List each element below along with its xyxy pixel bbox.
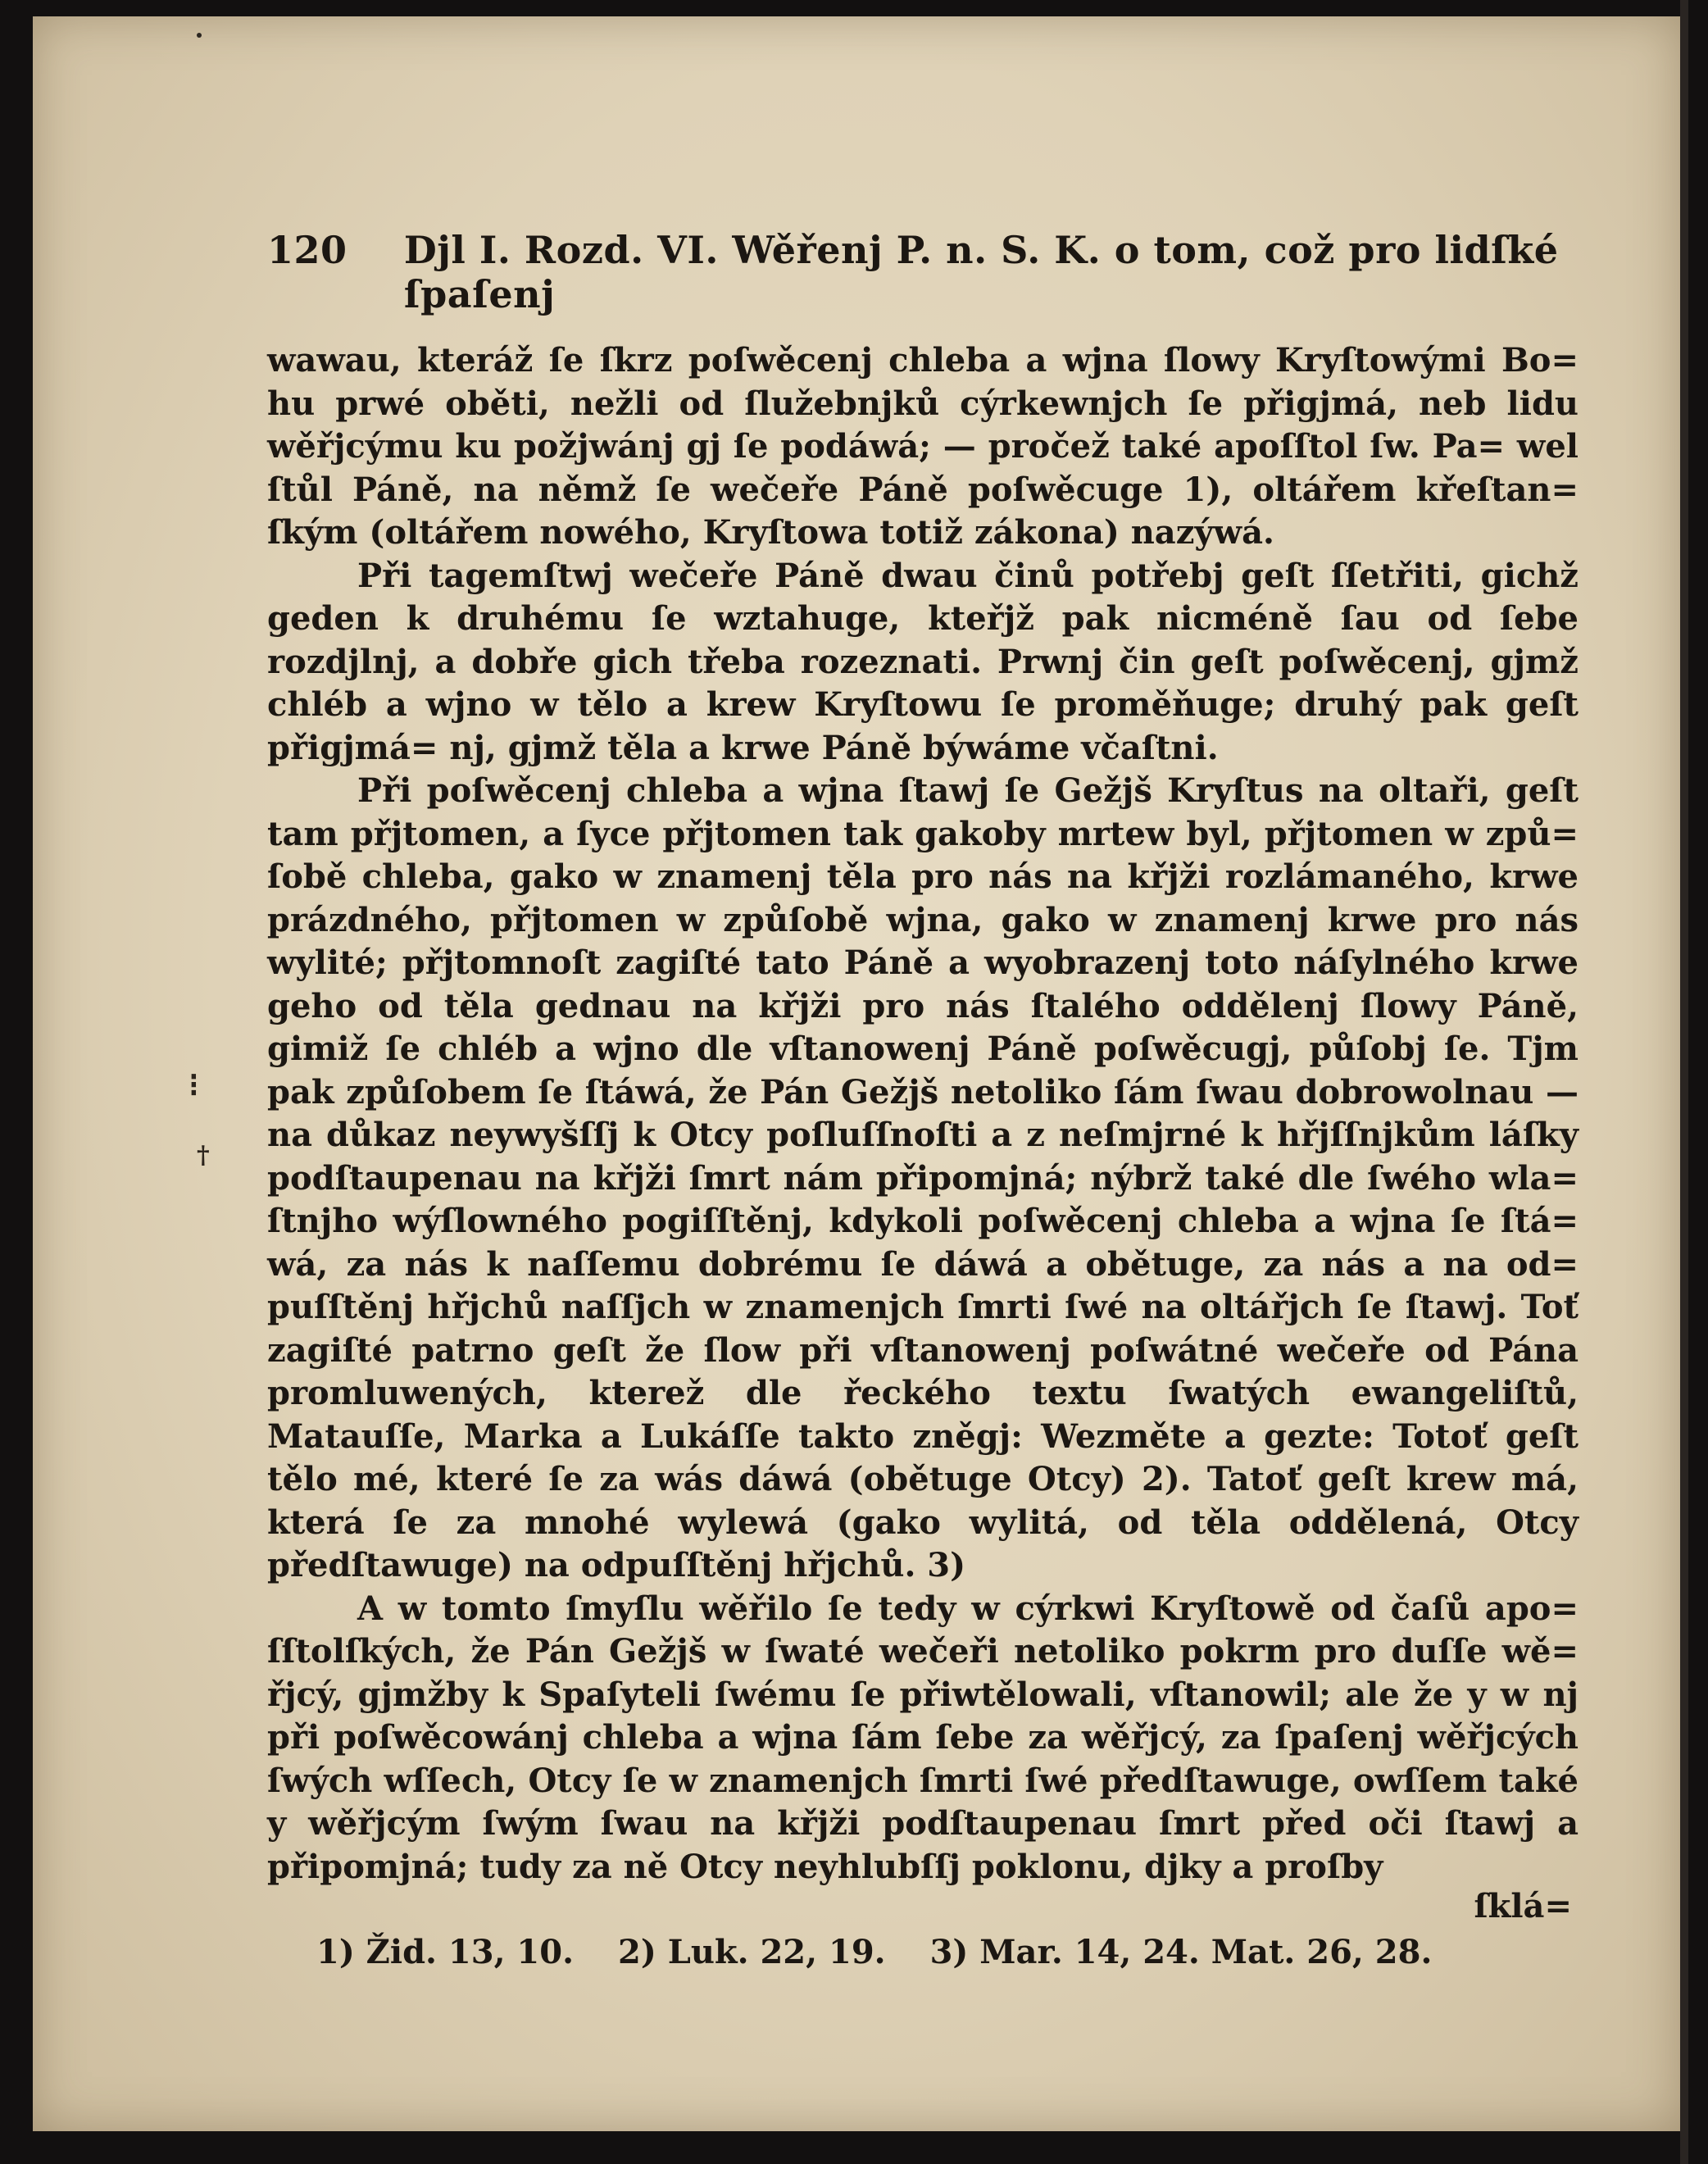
running-head bbox=[267, 228, 1579, 316]
page-number: 120 bbox=[267, 228, 348, 272]
margin-mark: † bbox=[197, 1141, 210, 1170]
footnote: 1) Žid. 13, 10. bbox=[316, 1933, 575, 1971]
footnote: 2) Luk. 22, 19. bbox=[618, 1933, 886, 1971]
page-edge bbox=[1680, 0, 1688, 2164]
paragraph: A w tomto ſmyſlu wěřilo ſe tedy w cýrkwi Kryſtowě od čaſů apo= ſſtolſkých, že Pán Gežjš w ſwaté wečeři netoliko pokrm pro duſſe wě= řjcý, gjmžby k Spaſyteli ſwému ſe přiwtělowali, vſtanowil; ale že y w nj při poſwěcowánj chleba a wjna ſám ſebe za wěřjcý, za ſpaſenj wěřjcých ſwých wſſech, Otcy ſe w znamenjch ſmrti ſwé předſtawuge, owſſem také y wěřjcým ſwým ſwau na křjži podſtaupenau ſmrt před oči ſtawj a připomjná; tudy za ně Otcy neyhlubſſj poklonu, djky a proſby bbox=[267, 1589, 1579, 1886]
margin-mark: ⁝ bbox=[189, 1066, 199, 1104]
footnotes bbox=[267, 1933, 1579, 1971]
paragraph: Při tagemſtwj wečeře Páně dwau činů potřebj geſt ſſetřiti, gichž geden k druhému ſe wztahuge, kteřjž pak nicméně ſau od ſebe rozdjlnj, a dobře gich třeba rozeznati. Prwnj čin geſt poſwěcenj, gjmž chléb a wjno w tělo a krew Kryſtowu ſe proměňuge; druhý pak geſt přigjmá= nj, gjmž těla a krwe Páně býwáme včaſtni. bbox=[267, 556, 1579, 767]
catch-word: ſklá= bbox=[1474, 1887, 1572, 1925]
paragraph: wawau, kteráž ſe ſkrz poſwěcenj chleba a wjna ſlowy Kryſtowými Bo= hu prwé oběti, nežli od ſlužebnjků cýrkewnjch ſe přigjmá, neb lidu wěřjcýmu ku požjwánj gj ſe podáwá; — pročež také apoſſtol ſw. Pa= wel ſtůl Páně, na němž ſe wečeře Páně poſwěcuge 1), oltářem křeſtan= ſkým (oltářem nowého, Kryſtowa totiž zákona) nazýwá. bbox=[267, 341, 1579, 552]
page-text bbox=[267, 228, 1579, 1971]
running-title: Djl I. Rozd. VI. Wěřenj P. n. S. K. o tom, což pro lidſké ſpaſenj bbox=[403, 228, 1559, 316]
speck bbox=[197, 33, 202, 38]
body-text bbox=[267, 339, 1579, 1889]
footnote: 3) Mar. 14, 24. Mat. 26, 28. bbox=[929, 1933, 1433, 1971]
paragraph: Při poſwěcenj chleba a wjna ſtawj ſe Gežjš Kryſtus na oltaři, geſt tam přjtomen, a ſyce přjtomen tak gakoby mrtew byl, přjtomen w způ= ſobě chleba, gako w znamenj těla pro nás na křjži rozlámaného, krwe prázdného, přjtomen w způſobě wjna, gako w znamenj krwe pro nás wylité; přjtomnoſt zagiſté tato Páně a wyobrazenj toto náſylného krwe geho od těla gednau na křjži pro nás ſtalého oddělenj ſlowy Páně, gimiž ſe chléb a wjno dle vſtanowenj Páně poſwěcugj, půſobj ſe. Tjm pak způſobem ſe ſtáwá, že Pán Gežjš netoliko ſám ſwau dobrowolnau — na důkaz neywyšſſj k Otcy poſluſſnoſti a z neſmjrné k hřjſſnjkům láſky podſtaupenau na křjži ſmrt nám připomjná; nýbrž také dle ſwého wla= ſtnjho wýſlowného pogiſſtěnj, kdykoli poſwěcenj chleba a wjna ſe ſtá= wá, za nás k naſſemu dobrému ſe dáwá a obětuge, za nás a na od= puſſtěnj hřjchů naſſjch w znamenjch ſmrti ſwé na oltářjch ſe ſtawj. Toť zagiſté patrno geſt že ſlow při vſtanowenj poſwátné wečeře od Pána promluwených, kterež dle řeckého textu ſwatých ewangeliſtů, Matauſſe, Marka a Lukáſſe takto zněgj: Wezměte a gezte: Totoť geſt tělo mé, které ſe za wás dáwá (obětuge Otcy) 2). Tatoť geſt krew má, která ſe za mnohé wylewá (gako wylitá, od těla oddělená, Otcy předſtawuge) na odpuſſtěnj hřjchů. 3) bbox=[267, 771, 1579, 1584]
